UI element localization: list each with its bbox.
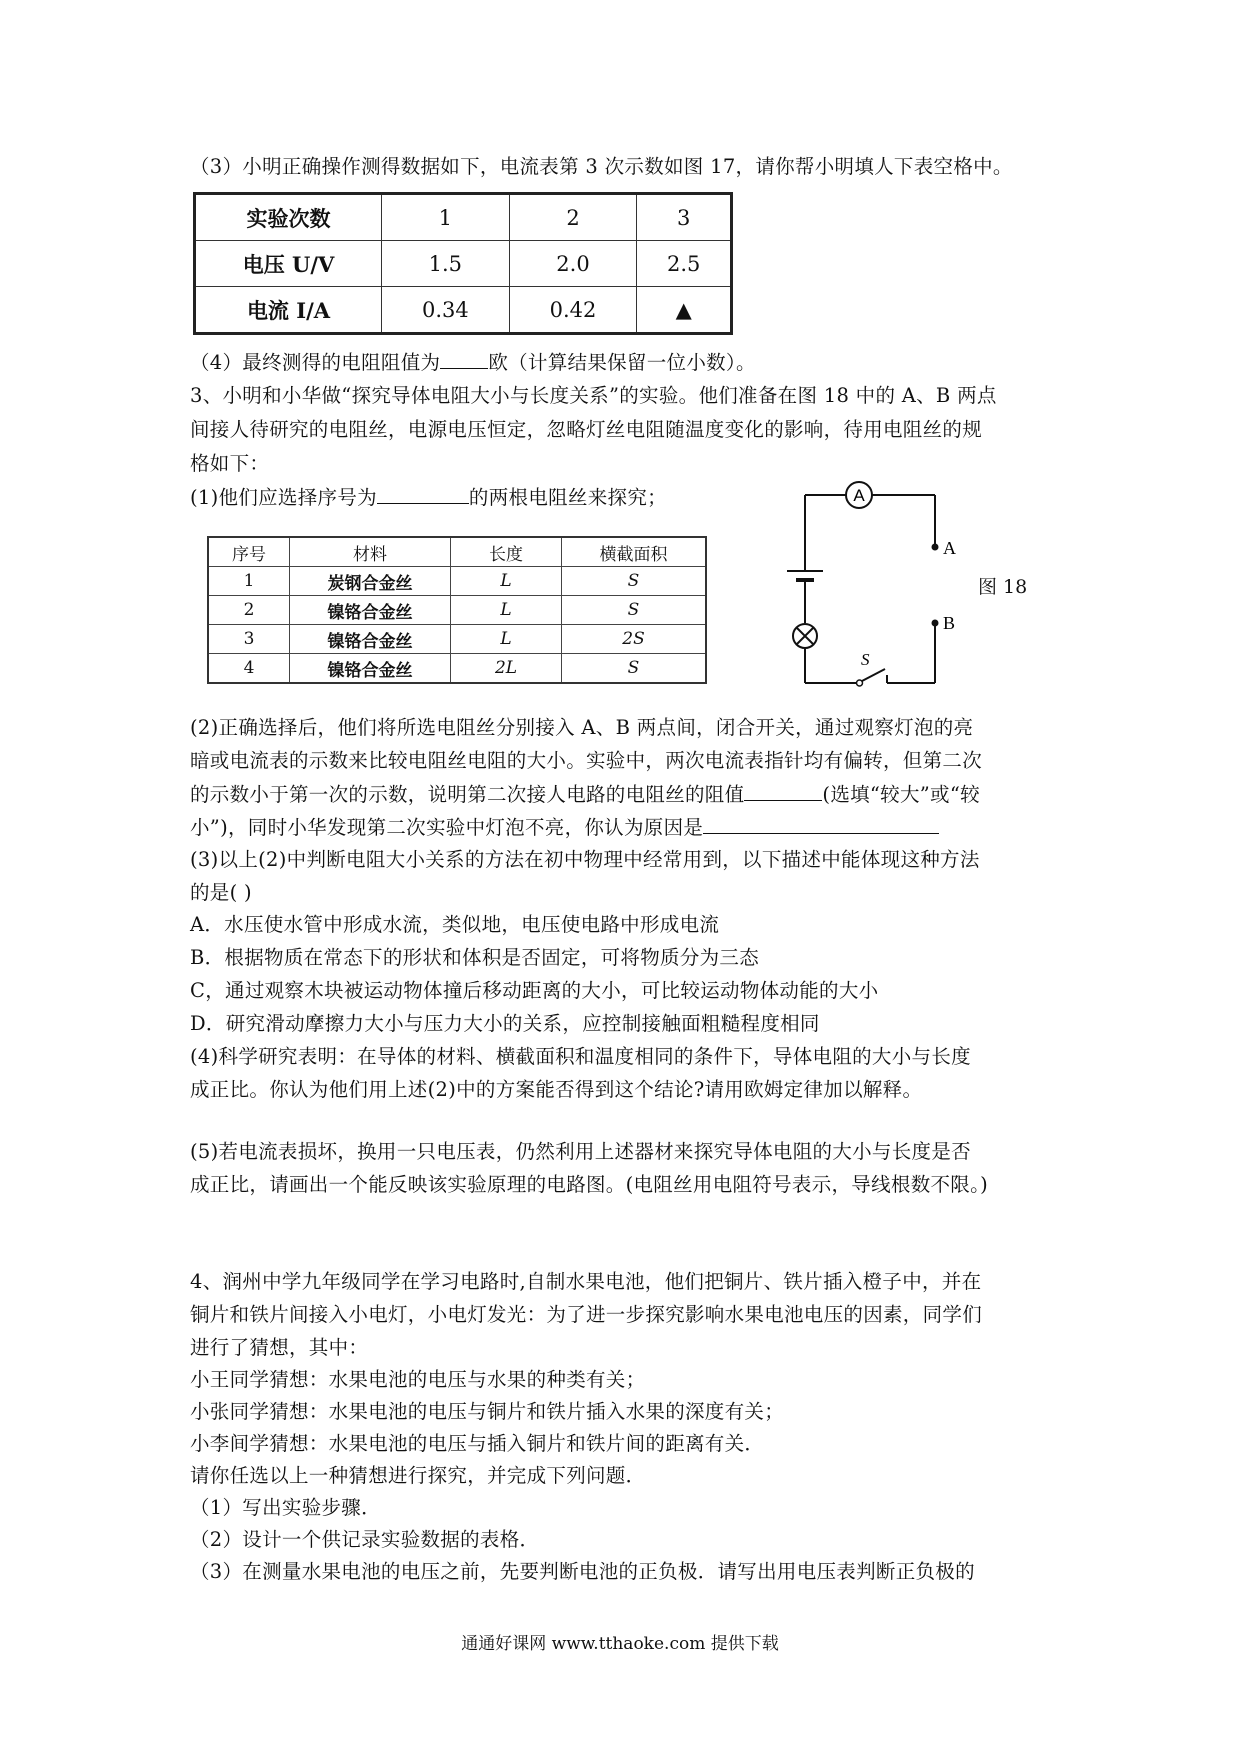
terminal-b-label: B <box>943 613 956 633</box>
table-row <box>208 654 706 684</box>
question-4-3: （3）在测量水果电池的电压之前，先要判断电池的正负极．请写出用电压表判断正负极的 <box>190 1560 975 1583</box>
table-cell: L <box>451 596 562 625</box>
question-3-3-text: （3）小明正确操作测得数据如下，电流表第 3 次示数如图 17，请你帮小明填人下表空格中。 <box>190 155 1013 178</box>
table-cell: S <box>562 567 707 596</box>
resistance-wire-table <box>207 536 707 684</box>
question-3-3-text: 的是( ) <box>190 881 252 904</box>
table-cell: 炭钢合金丝 <box>290 567 451 596</box>
switch-label: S <box>861 650 870 669</box>
figure-18-caption: 图 18 <box>978 576 1028 598</box>
circuit-diagram <box>775 465 975 695</box>
table-cell: 4 <box>208 654 290 684</box>
guess-wang: 小王同学猜想：水果电池的电压与水果的种类有关； <box>190 1368 646 1391</box>
table-header: 长度 <box>451 537 562 567</box>
table-cell: 3 <box>208 625 290 654</box>
question-3-intro: 间接人待研究的电阻丝，电源电压恒定，忽略灯丝电阻随温度变化的影响，待用电阻丝的规 <box>190 418 983 441</box>
table-row <box>208 567 706 596</box>
table-cell: 2.0 <box>509 241 637 287</box>
table-row <box>195 287 732 334</box>
question-3-5-text: (5)若电流表损坏，换用一只电压表，仍然利用上述器材来探究导体电阻的大小与长度是否 <box>190 1140 971 1163</box>
table-cell: 1.5 <box>382 241 510 287</box>
table-cell: 2.5 <box>637 241 732 287</box>
table-cell: 镍铬合金丝 <box>290 625 451 654</box>
question-3-2-text: (2)正确选择后，他们将所选电阻丝分别接入 A、B 两点间，闭合开关，通过观察灯泡的亮 <box>190 716 974 739</box>
table-row <box>208 596 706 625</box>
terminal-b-dot <box>932 620 939 627</box>
table-cell: 3 <box>637 194 732 241</box>
question-text: （4）最终测得的电阻阻值为 <box>190 351 441 374</box>
question-4-1: （1）写出实验步骤． <box>190 1496 381 1519</box>
table-cell: 2 <box>208 596 290 625</box>
table-cell: 2L <box>451 654 562 684</box>
option-a: A．水压使水管中形成水流，类似地，电压使电路中形成电流 <box>190 913 720 936</box>
table-cell: 1 <box>382 194 510 241</box>
option-d: D．研究滑动摩擦力大小与压力大小的关系，应控制接触面粗糙程度相同 <box>190 1012 820 1035</box>
table-cell: ▲ <box>637 287 732 334</box>
table-cell: 镍铬合金丝 <box>290 654 451 684</box>
page-footer: 通通好课网 www.tthaoke.com 提供下载 <box>461 1634 779 1654</box>
table-header: 材料 <box>290 537 451 567</box>
question-3-2-line <box>190 782 980 807</box>
answer-blank[interactable] <box>377 485 469 504</box>
table-cell: 2 <box>509 194 637 241</box>
question-3-4-line <box>190 350 756 375</box>
question-text: 的示数小于第一次的示数，说明第二次接人电路的电阻丝的阻值 <box>190 783 745 806</box>
table-cell: 0.42 <box>509 287 637 334</box>
question-4-text: 进行了猜想，其中： <box>190 1336 369 1359</box>
table-row <box>195 241 732 287</box>
terminal-a-label: A <box>943 538 956 558</box>
guess-li: 小李间学猜想：水果电池的电压与插入铜片和铁片间的距离有关． <box>190 1432 765 1455</box>
table-row <box>195 194 732 241</box>
table-cell: S <box>562 596 707 625</box>
measurement-table <box>193 192 733 335</box>
table-cell: L <box>451 567 562 596</box>
question-3-2-line <box>190 815 939 840</box>
terminal-a-dot <box>932 544 939 551</box>
question-3-1-line <box>190 485 667 510</box>
question-3-2-text: 暗或电流表的示数来比较电阻丝电阻的大小。实验中，两次电流表指针均有偏转，但第二次 <box>190 749 983 772</box>
question-4-text: 铜片和铁片间接入小电灯，小电灯发光：为了进一步探究影响水果电池电压的因素，同学们 <box>190 1303 983 1326</box>
table-cell: 0.34 <box>382 287 510 334</box>
answer-blank[interactable] <box>440 350 488 369</box>
table-header: 横截面积 <box>562 537 707 567</box>
option-c: C，通过观察木块被运动物体撞后移动距离的大小，可比较运动物体动能的大小 <box>190 979 879 1002</box>
ammeter-label: A <box>853 486 865 505</box>
table-row <box>208 625 706 654</box>
question-3-intro: 格如下： <box>190 452 270 475</box>
table-cell: 电压 U/V <box>195 241 382 287</box>
table-cell: 实验次数 <box>195 194 382 241</box>
table-cell: 1 <box>208 567 290 596</box>
table-cell: 电流 I/A <box>195 287 382 334</box>
question-4-2: （2）设计一个供记录实验数据的表格． <box>190 1528 540 1551</box>
guess-zhang: 小张同学猜想：水果电池的电压与铜片和铁片插入水果的深度有关； <box>190 1400 785 1423</box>
question-text: (1)他们应选择序号为 <box>190 486 377 509</box>
table-row <box>208 537 706 567</box>
question-3-4-text: (4)科学研究表明：在导体的材料、横截面积和温度相同的条件下，导体电阻的大小与长度 <box>190 1045 971 1068</box>
table-cell: 2S <box>562 625 707 654</box>
question-text: 欧（计算结果保留一位小数）。 <box>488 351 756 374</box>
question-3-4-text: 成正比。你认为他们用上述(2)中的方案能否得到这个结论?请用欧姆定律加以解释。 <box>190 1078 923 1101</box>
question-text: (选填“较大”或“较 <box>822 783 980 806</box>
question-3-intro: 3、小明和小华做“探究导体电阻大小与长度关系”的实验。他们准备在图 18 中的 A、B 两点 <box>190 384 997 407</box>
question-4-instruction: 请你任选以上一种猜想进行探究，并完成下列问题． <box>190 1464 646 1487</box>
question-text: 的两根电阻丝来探究； <box>468 486 667 509</box>
question-3-5-text: 成正比，请画出一个能反映该实验原理的电路图。(电阻丝用电阻符号表示，导线根数不限。) <box>190 1173 989 1196</box>
table-cell: L <box>451 625 562 654</box>
table-cell: 镍铬合金丝 <box>290 596 451 625</box>
answer-blank[interactable] <box>744 782 822 801</box>
answer-blank[interactable] <box>703 815 939 834</box>
switch-pivot <box>857 680 863 686</box>
table-header: 序号 <box>208 537 290 567</box>
option-b: B．根据物质在常态下的形状和体积是否固定，可将物质分为三态 <box>190 946 760 969</box>
table-cell: S <box>562 654 707 684</box>
question-3-3-text: (3)以上(2)中判断电阻大小关系的方法在初中物理中经常用到，以下描述中能体现这种方法 <box>190 848 980 871</box>
question-4-text: 4、润州中学九年级同学在学习电路时,自制水果电池，他们把铜片、铁片插入橙子中，并在 <box>190 1270 982 1293</box>
question-text: 小”)，同时小华发现第二次实验中灯泡不亮，你认为原因是 <box>190 816 704 839</box>
